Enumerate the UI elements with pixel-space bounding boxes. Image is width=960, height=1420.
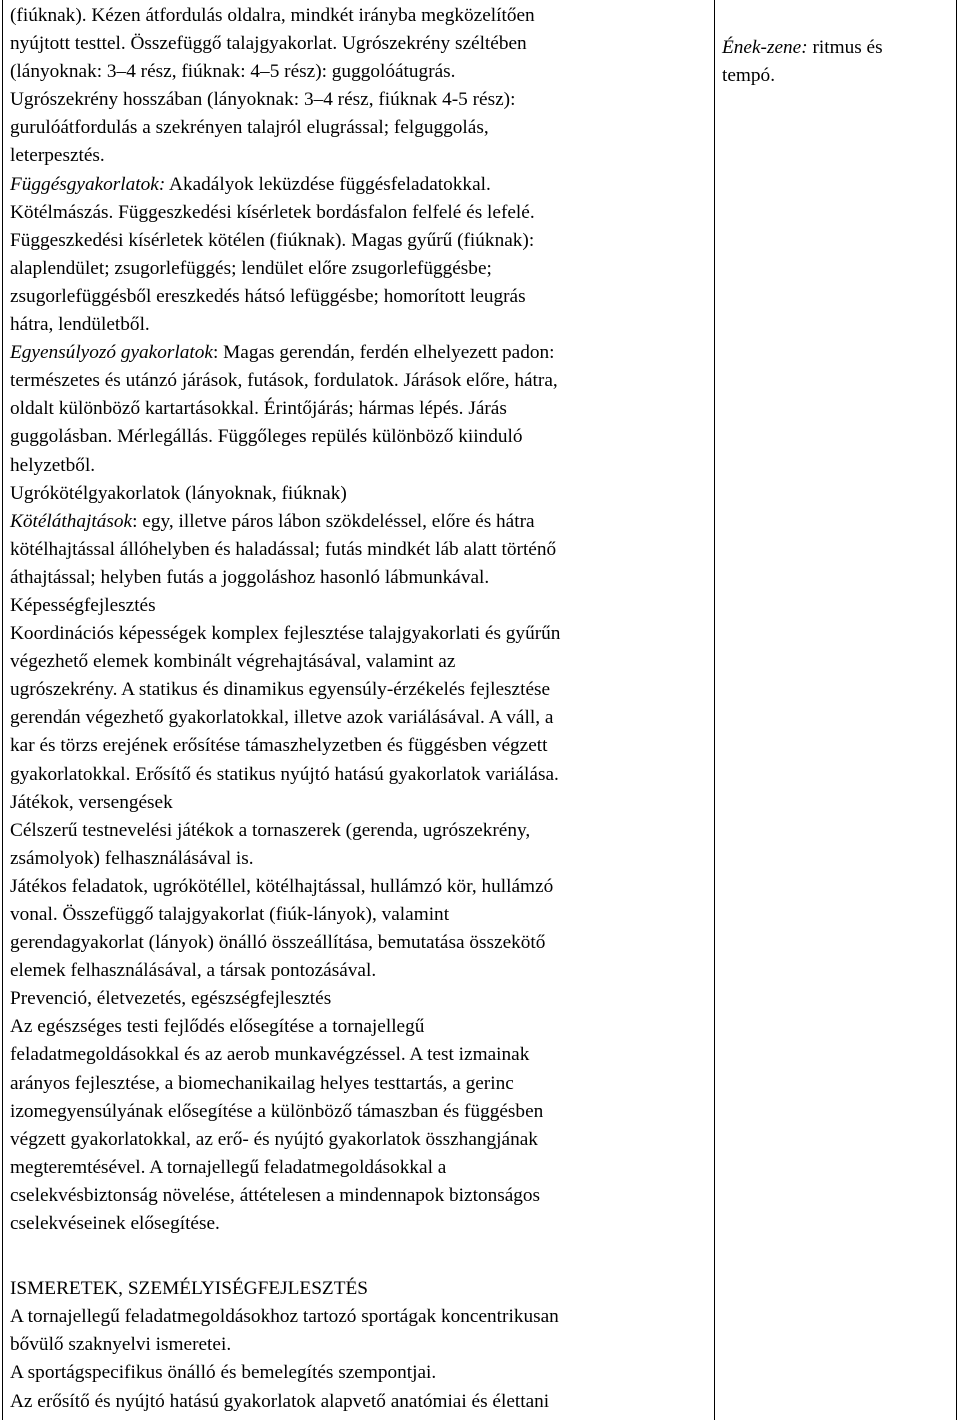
line-text: Képességfejlesztés xyxy=(10,594,156,616)
main-text-line xyxy=(10,283,710,311)
line-text: Koordinációs képességek komplex fejlesztése talajgyakorlati és gyűrűn xyxy=(10,623,561,645)
main-text-line xyxy=(10,508,710,536)
main-text-line xyxy=(10,732,710,760)
main-text-line xyxy=(10,536,710,564)
curriculum-text-block xyxy=(10,2,710,1238)
side-note-text: ritmus és xyxy=(807,37,883,58)
line-text: gerendagyakorlat (lányok) önálló összeállítása, bemutatása összekötő xyxy=(10,932,546,954)
main-text-line xyxy=(10,564,710,592)
line-text: Ugrószekrény hosszában (lányoknak: 3–4 rész, fiúknak 4-5 rész): xyxy=(10,89,516,111)
line-text: cselekvéseinek elősegítése. xyxy=(10,1213,220,1235)
side-note-line-2: tempó. xyxy=(722,65,776,87)
line-text: helyzetből. xyxy=(10,454,96,476)
line-text: elemek felhasználásával, a társak pontozásával. xyxy=(10,960,377,982)
main-text-line xyxy=(10,1070,710,1098)
main-text-line xyxy=(10,1126,710,1154)
line-text: Ugrókötélgyakorlatok (lányoknak, fiúknak) xyxy=(10,482,347,504)
line-text: Kötélmászás. Függeszkedési kísérletek bordásfalon felfelé és lefelé. xyxy=(10,201,535,223)
knowledge-section xyxy=(10,1275,710,1415)
main-text-line xyxy=(10,1210,710,1238)
line-text: Játékok, versengések xyxy=(10,791,173,813)
main-text-line xyxy=(10,58,710,86)
line-text: megteremtésével. A tornajellegű feladatmegoldásokkal a xyxy=(10,1156,447,1178)
main-text-line xyxy=(10,227,710,255)
main-text-line xyxy=(10,929,710,957)
main-text-line xyxy=(10,1013,710,1041)
main-text-line xyxy=(10,114,710,142)
main-text-line xyxy=(10,395,710,423)
main-text-line xyxy=(10,311,710,339)
italic-heading: Egyensúlyozó gyakorlatok xyxy=(10,342,213,364)
knowledge-text-line xyxy=(10,1388,710,1416)
knowledge-text-line xyxy=(10,1275,710,1303)
main-text-line xyxy=(10,985,710,1013)
main-text-line xyxy=(10,648,710,676)
line-text: arányos fejlesztése, a biomechanikailag helyes testtartás, a gerinc xyxy=(10,1072,514,1094)
main-text-line xyxy=(10,1041,710,1069)
line-text: Az erősítő és nyújtó hatású gyakorlatok alapvető anatómiai és élettani xyxy=(10,1390,550,1412)
knowledge-text-line xyxy=(10,1359,710,1387)
column-divider xyxy=(714,0,715,1420)
line-text: Függeszkedési kísérletek kötélen (fiúknak). Magas gyűrű (fiúknak): xyxy=(10,229,535,251)
knowledge-text-line xyxy=(10,1331,710,1359)
line-text: feladatmegoldásokkal és az aerob munkavégzéssel. A test izmainak xyxy=(10,1044,530,1066)
main-text-line xyxy=(10,367,710,395)
knowledge-text-line xyxy=(10,1303,710,1331)
main-text-line xyxy=(10,142,710,170)
line-text: leterpesztés. xyxy=(10,145,105,167)
italic-heading: Függésgyakorlatok: xyxy=(10,173,166,195)
line-text: zsámolyok) felhasználásával is. xyxy=(10,847,254,869)
main-text-line xyxy=(10,592,710,620)
line-text: izomegyensúlyának elősegítése a különböző támaszban és függésben xyxy=(10,1100,544,1122)
side-column xyxy=(722,34,947,90)
main-column xyxy=(10,2,710,1416)
line-text: zsugorlefüggésből ereszkedés hátsó lefüggésbe; homorított leugrás xyxy=(10,285,526,307)
main-text-line xyxy=(10,255,710,283)
line-text: hátra, lendületből. xyxy=(10,314,150,336)
main-text-line xyxy=(10,761,710,789)
main-text-line xyxy=(10,957,710,985)
line-text: nyújtott testtel. Összefüggő talajgyakorlat. Ugrószekrény széltében xyxy=(10,33,527,55)
main-text-line xyxy=(10,30,710,58)
line-text: kötélhajtással állóhelyben és haladással; futás mindkét láb alatt történő xyxy=(10,538,557,560)
main-text-line xyxy=(10,817,710,845)
line-text: természetes és utánzó járások, futások, fordulatok. Járások előre, hátra, xyxy=(10,370,558,392)
main-text-line xyxy=(10,789,710,817)
main-text-line xyxy=(10,86,710,114)
main-text-line xyxy=(10,480,710,508)
line-text: gyakorlatokkal. Erősítő és statikus nyújtó hatású gyakorlatok variálása. xyxy=(10,763,559,785)
line-text: cselekvésbiztonság növelése, áttételesen a mindennapok biztonságos xyxy=(10,1184,541,1206)
main-text-line xyxy=(10,339,710,367)
line-text: (lányoknak: 3–4 rész, fiúknak: 4–5 rész): guggolóátugrás. xyxy=(10,61,456,83)
line-text: gurulóátfordulás a szekrényen talajról elugrással; felguggolás, xyxy=(10,117,489,139)
main-text-line xyxy=(10,901,710,929)
main-text-line xyxy=(10,676,710,704)
paragraph-gap xyxy=(10,1238,710,1275)
line-text: gerendán végezhető gyakorlatokkal, illetve azok variálásával. A váll, a xyxy=(10,707,554,729)
line-text: oldalt különböző kartartásokkal. Érintőjárás; hármas lépés. Járás xyxy=(10,398,507,420)
line-text: ugrószekrény. A statikus és dinamikus egyensúly-érzékelés fejlesztése xyxy=(10,679,551,701)
line-text: A tornajellegű feladatmegoldásokhoz tartozó sportágak koncentrikusan xyxy=(10,1306,559,1328)
line-text: áthajtással; helyben futás a joggoláshoz hasonló lábmunkával. xyxy=(10,566,490,588)
line-text: Játékos feladatok, ugrókötéllel, kötélhajtással, hullámzó kör, hullámzó xyxy=(10,875,554,897)
main-text-line xyxy=(10,171,710,199)
line-text: kar és törzs erejének erősítése támaszhelyzetben és függésben végzett xyxy=(10,735,548,757)
main-text-line xyxy=(10,452,710,480)
line-text: Akadályok leküzdése függésfeladatokkal. xyxy=(165,173,491,195)
line-text: bővülő szaknyelvi ismeretei. xyxy=(10,1334,232,1356)
line-text: (fiúknak). Kézen átfordulás oldalra, mindkét irányba megközelítően xyxy=(10,5,535,26)
main-text-line xyxy=(10,1182,710,1210)
line-text: guggolásban. Mérlegállás. Függőleges repülés különböző kiinduló xyxy=(10,426,523,448)
main-text-line xyxy=(10,1154,710,1182)
main-text-line xyxy=(10,1098,710,1126)
line-text: : Magas gerendán, ferdén elhelyezett padon: xyxy=(212,342,555,364)
line-text: A sportágspecifikus önálló és bemelegítés szempontjai. xyxy=(10,1362,437,1384)
line-text: végezhető elemek kombinált végrehajtásával, valamint az xyxy=(10,651,456,673)
line-text: végzett gyakorlatokkal, az erő- és nyújtó gyakorlatok összhangjának xyxy=(10,1128,538,1150)
main-text-line xyxy=(10,873,710,901)
line-text: ISMERETEK, SZEMÉLYISÉGFEJLESZTÉS xyxy=(10,1278,368,1300)
main-text-line xyxy=(10,199,710,227)
italic-heading: Kötéláthajtások xyxy=(10,510,133,532)
line-text: vonal. Összefüggő talajgyakorlat (fiúk-lányok), valamint xyxy=(10,904,450,925)
line-text: Prevenció, életvezetés, egészségfejlesztés xyxy=(10,988,332,1010)
side-note-label: Ének-zene: xyxy=(722,37,808,58)
main-text-line xyxy=(10,2,710,30)
line-text: alaplendület; zsugorlefüggés; lendület előre zsugorlefüggésbe; xyxy=(10,257,492,279)
line-text: Az egészséges testi fejlődés elősegítése a tornajellegű xyxy=(10,1016,425,1038)
main-text-line xyxy=(10,704,710,732)
main-text-line xyxy=(10,620,710,648)
main-text-line xyxy=(10,423,710,451)
line-text: Célszerű testnevelési játékok a tornaszerek (gerenda, ugrószekrény, xyxy=(10,819,531,841)
line-text: : egy, illetve páros lábon szökdeléssel, előre és hátra xyxy=(132,510,535,532)
side-note-line-1 xyxy=(722,37,883,58)
main-text-line xyxy=(10,845,710,873)
